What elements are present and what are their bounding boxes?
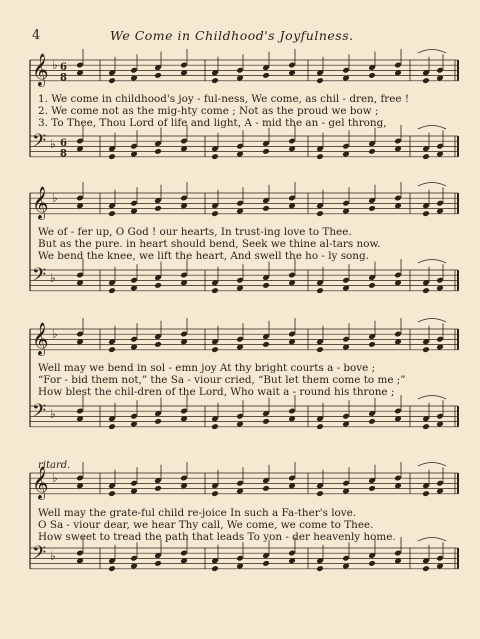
note-head (422, 153, 430, 160)
note-head (262, 72, 270, 79)
note-head (262, 560, 270, 567)
note-head (422, 77, 430, 84)
note-head (211, 210, 219, 217)
note-head (368, 282, 376, 289)
lyric-line: How sweet to tread the path that leads To yon - der heavenly home. (38, 531, 396, 543)
note-head (316, 346, 324, 353)
note-head (368, 485, 376, 492)
lyric-line: We bend the knee, we lift the heart, And swell the ho - ly song. (38, 250, 369, 262)
note-head (262, 148, 270, 155)
note-head (108, 490, 116, 497)
note-head (316, 565, 324, 572)
fermata-arc (418, 463, 446, 467)
note-head (108, 346, 116, 353)
bass-clef-icon: 𝄢 (32, 131, 47, 156)
note-head (316, 490, 324, 497)
bass-clef-icon: 𝄢 (32, 543, 47, 568)
note-head (154, 205, 162, 212)
note-head (316, 423, 324, 430)
lyric-line: 3. To Thee, Thou Lord of life and light, A - mid the an - gel throng, (38, 117, 387, 129)
note-head (262, 282, 270, 289)
fermata-arc (418, 50, 446, 54)
note-head (316, 210, 324, 217)
note-head (108, 565, 116, 572)
note-head (211, 346, 219, 353)
note-head (368, 72, 376, 79)
flat-sign-icon: ♭ (50, 137, 56, 151)
lyric-line: Well may the grate-ful child re-joice In such a Fa-ther's love. (38, 507, 357, 519)
flat-sign-icon: ♭ (52, 58, 58, 72)
note-head (368, 418, 376, 425)
note-head (108, 77, 116, 84)
ritard-marking: ritard. (38, 460, 71, 471)
flat-sign-icon: ♭ (52, 471, 58, 485)
flat-sign-icon: ♭ (52, 327, 58, 341)
note-head (211, 565, 219, 572)
note-head (422, 423, 430, 430)
fermata-arc (418, 183, 446, 187)
note-head (422, 210, 430, 217)
note-head (154, 148, 162, 155)
note-head (211, 153, 219, 160)
note-head (211, 77, 219, 84)
note-head (368, 205, 376, 212)
treble-clef-icon: 𝄞 (32, 186, 49, 219)
note-head (316, 77, 324, 84)
page-number: 4 (32, 28, 41, 43)
flat-sign-icon: ♭ (50, 407, 56, 421)
lyric-line: “For - bid them not,” the Sa - viour cried, “But let them come to me ;” (38, 374, 406, 386)
lyrics-system-3 (38, 362, 458, 398)
note-head (316, 153, 324, 160)
note-head (422, 346, 430, 353)
note-head (262, 205, 270, 212)
treble-clef-icon: 𝄞 (32, 53, 49, 86)
note-head (422, 490, 430, 497)
lyric-line: Well may we bend in sol - emn joy At thy bright courts a - bove ; (38, 362, 376, 374)
note-head (154, 418, 162, 425)
lyric-line: But as the pure. in heart should bend, Seek we thine al-tars now. (38, 238, 381, 250)
note-head (316, 287, 324, 294)
note-head (108, 153, 116, 160)
bass-clef-icon: 𝄢 (32, 401, 47, 426)
note-head (154, 72, 162, 79)
note-head (422, 287, 430, 294)
fermata-arc (418, 319, 446, 323)
lyric-line: O Sa - viour dear, we hear Thy call, We come, we come to Thee. (38, 519, 374, 531)
lyrics-system-4 (38, 507, 458, 543)
note-head (108, 210, 116, 217)
note-head (108, 423, 116, 430)
note-head (211, 287, 219, 294)
lyric-line: We of - fer up, O God ! our hearts, In trust-ing love to Thee. (38, 226, 352, 238)
note-head (154, 341, 162, 348)
note-head (368, 341, 376, 348)
treble-clef-icon: 𝄞 (32, 466, 49, 499)
time-signature: 8 (60, 148, 67, 160)
note-head (262, 485, 270, 492)
note-head (262, 418, 270, 425)
note-head (422, 565, 430, 572)
flat-sign-icon: ♭ (50, 549, 56, 563)
lyric-line: How blest the chil-dren of the Lord, Who wait a - round his throne ; (38, 386, 395, 398)
note-head (154, 560, 162, 567)
note-head (108, 287, 116, 294)
lyrics-system-1 (38, 93, 458, 129)
bass-clef-icon: 𝄢 (32, 265, 47, 290)
note-head (368, 560, 376, 567)
treble-clef-icon: 𝄞 (32, 322, 49, 355)
note-head (262, 341, 270, 348)
time-signature: 8 (60, 72, 67, 84)
note-head (211, 423, 219, 430)
time-signature: 6 (60, 138, 67, 149)
note-head (368, 148, 376, 155)
page-title: We Come in Childhood's Joyfulness. (110, 28, 354, 43)
time-signature: 6 (60, 62, 67, 73)
note-head (154, 282, 162, 289)
lyric-line: 2. We come not as the mig-hty come ; Not as the proud we bow ; (38, 105, 379, 117)
lyric-line: 1. We come in childhood's joy - ful-ness, We come, as chil - dren, free ! (38, 93, 410, 105)
lyrics-system-2 (38, 226, 458, 262)
flat-sign-icon: ♭ (52, 191, 58, 205)
note-head (154, 485, 162, 492)
flat-sign-icon: ♭ (50, 271, 56, 285)
note-head (211, 490, 219, 497)
